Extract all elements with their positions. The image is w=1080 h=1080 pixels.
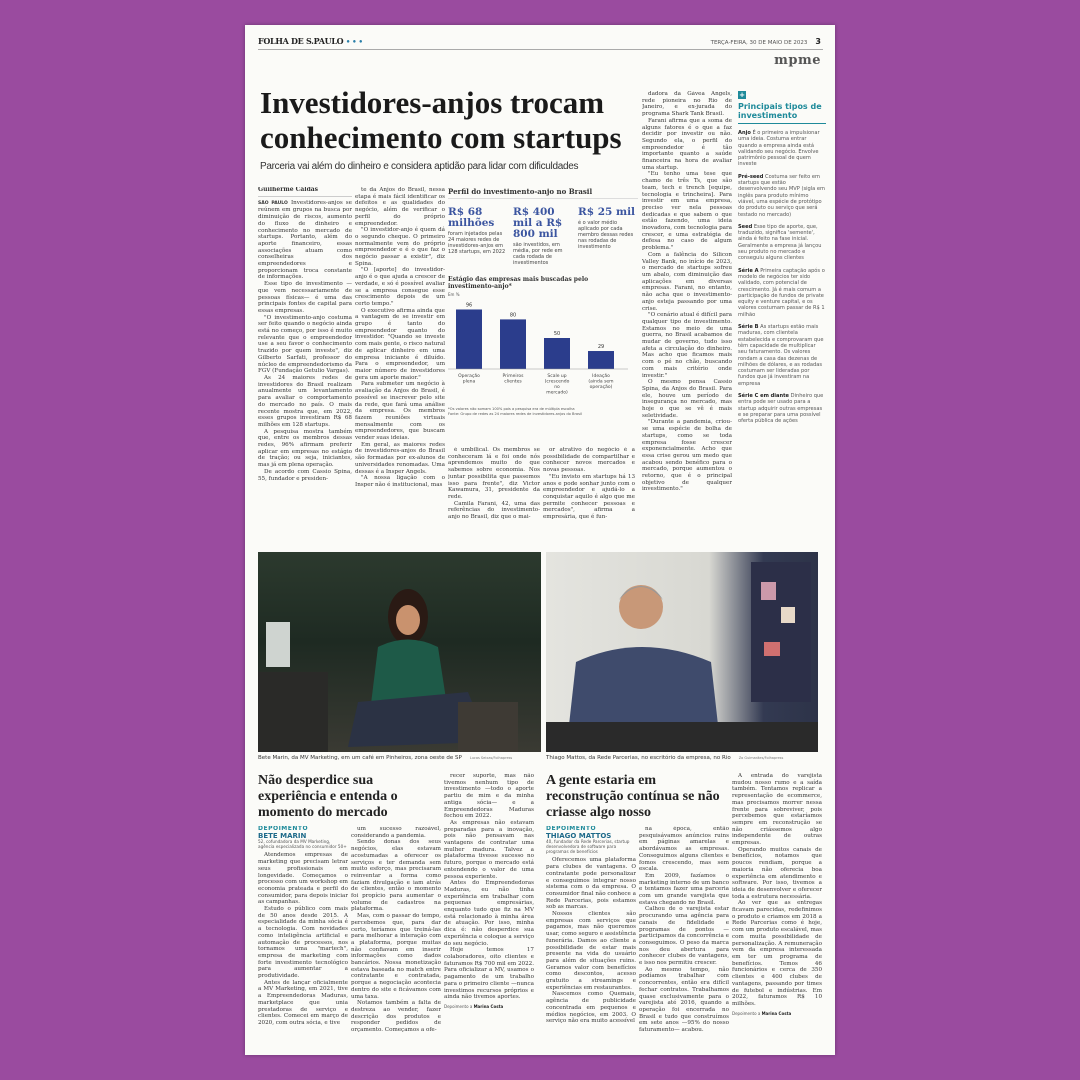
paragraph-text: "A nossa ligação com o Insper não é institucional, mas [355, 475, 445, 488]
photo-credit: Zo Guimarães/Folhapress [738, 756, 784, 760]
signature [444, 1004, 534, 1011]
paragraph-text: Nascemos como Quemais, agência de publicidade concentrada em pequenos e médios negócios, em 2003. O serviço não era muito acessível [546, 991, 636, 1025]
sidebar-item [738, 268, 826, 318]
paragraph [258, 315, 352, 375]
stat-value: R$ 68 milhões [448, 206, 495, 229]
paragraph [355, 267, 445, 307]
paragraph-text: De acordo com Cassio Spina, 55, fundador e presiden- [258, 468, 352, 482]
article-column-2 [355, 187, 445, 542]
testimonial-column [546, 826, 636, 1051]
testimonial-headline: Não desperdice sua experiência e entenda o momento do mercado [258, 773, 398, 820]
paragraph [543, 474, 635, 521]
paragraph-text: As 24 maiores redes de investidores do Brasil realizam anualmente um levantamento para avaliar o comportamento do mercado no país. O mais recente mostra que, em 2022, esses grupos investiram R$ 68 milhões em 128 startups. [258, 374, 352, 428]
photo-illustration-man [546, 552, 818, 752]
paragraph-text: A pesquisa mostra também que, entre os membros dessas redes, 96% afirmam preferir aplicar em empresas no estágio de tração; ou seja, iniciantes, mas já em plena operação. [258, 428, 352, 469]
paragraph [258, 429, 352, 469]
caption-text: Bete Marin, da MV Marketing, em um café em Pinheiros, zona oeste de SP [258, 755, 462, 761]
paragraph-text: Com a falência do Silicon Valley Bank, no início de 2023, o mercado de startups sofreu um abalo, com diminuição das aplicações em diversas empresas. Farani, no entanto, não acha que o investimento-anjo esteja passando por uma crise. [642, 251, 732, 312]
photo-caption-1 [258, 755, 541, 761]
paragraph-text: Antes do Empreendedoras Maduras, eu não tinha experiência em trabalhar com pequenas empresárias, enquanto tudo que fiz na MV está relacionado à minha área de atuação. Por isso, minha dica é: não desperdice sua experiência e coloque a serviço do seu negócio. [444, 880, 534, 947]
testimonial-thiago-mattos [546, 773, 822, 1051]
chart-footnote: *Os valores não somam 100% pois a pesquisa era de múltipla escolha [448, 407, 575, 411]
date-text: TERÇA-FEIRA, 30 DE MAIO DE 2023 [710, 40, 808, 46]
chart-unit: Em % [448, 292, 460, 297]
column-body [355, 187, 445, 489]
sidebar-title: Principais tipos de investimento [738, 102, 826, 124]
paragraph [258, 906, 348, 980]
paper-name: FOLHA DE S.PAULO [258, 36, 344, 46]
sidebar-text: É o primeiro a impulsionar uma ideia. Costuma entrar quando a empresa ainda está validando seu negócio. Envolve patrimônio pessoal de quem investe [738, 130, 820, 168]
sidebar-text: As startups estão mais maduras, com clientela estabelecida e comprovaram que têm capacidade de multiplicar seu faturamento. Os valores rondam a casa das dezenas de milhões de dólares, e as rodadas costumam ser lideradas por fundos que já investiram na empresa [738, 324, 824, 387]
paragraph-text: Investidores-anjos se reúnem em grupos na busca por diminuição de riscos, aumento do fluxo de dinheiro e conhecimento no mercado de startups. Portanto, além do aporte financeiro, essas associações atuam como conselheiras dos empreendedores e proporcionam troca constante de informações. [258, 199, 352, 281]
header-rule [258, 49, 823, 50]
paragraph [639, 873, 729, 907]
paragraph-text: "O investidor-anjo é quem dá o segundo cheque. O primeiro normalmente vem do próprio empreendedor e é o que faz o negócio passar a existir", diz Spina. [355, 227, 445, 267]
paragraph [444, 947, 534, 1001]
sidebar-text: Esse tipo de aporte, que, traduzido, significa 'semente', ainda é feito na fase inicial. Geralmente a empresa já lançou seu produto no mercado e conseguiu alguns clientes [738, 223, 822, 262]
paragraph [444, 880, 534, 947]
chart-source: Fonte: Grupo de redes as 24 maiores redes de investidores-anjos do Brasil [448, 411, 582, 416]
paragraph [351, 913, 441, 1000]
testimonial-name: BETE MARIN [258, 831, 307, 840]
paragraph [355, 381, 445, 441]
paragraph-text: Ao ver que as entregas ficavam parecidas, redefinimos o produto e criamos em 2018 a Rede Parcerias como é hoje, com um produto escalável, mas com muita possibilidade de personalização. A remuneração vem da empresa interessada em ter um programa de benefícios. Temos 46 funcionários e cerca de 350 clientes e 400 clubes de vantagens, passando por times de futebol e indústrias. Em 2022, faturamos R$ 10 milhões. [732, 900, 822, 1007]
newspaper-page [245, 25, 835, 1055]
category-label: Operação plena [458, 374, 480, 385]
article-column-1 [258, 187, 352, 542]
sidebar-term: Série C em diante [738, 392, 790, 399]
testimonial-label: DEPOIMENTO [546, 826, 597, 832]
signature-label: Depoimento a [444, 1003, 473, 1009]
testimonial-column [444, 773, 534, 1051]
paragraph [444, 773, 534, 820]
sidebar-text: Primeira captação após o modelo de negócios ter sido validado, com potencial de crescimento. Já é mais comum a participação de fundos de private equity e venture capital, e os valores costumam passar de R$ 1 milhão [738, 267, 825, 318]
paragraph-text: Antes de lançar oficialmente a MV Marketing, em 2021, tive a Empreendedoras Maduras, marketplace que unia prestadoras de serviço e clientes. Comecei em março de 2020, com outra sócia, e tive [258, 979, 348, 1026]
sidebar-item [738, 130, 826, 168]
stat-description: são investidos, em média, por rede em cada rodada de investimentos [513, 242, 563, 266]
paragraph [642, 379, 732, 419]
paragraph [639, 967, 729, 1034]
bar-1 [500, 319, 526, 369]
photo-credit: Lucas Seixas/Folhapress [469, 756, 513, 760]
paragraph [642, 171, 732, 251]
paragraph-text: O mesmo pensa Cassio Spina, da Anjos do Brasil. Para ele, houve um período de insegurança no mercado, mas hoje o que se vê é mais seletividade. [642, 379, 732, 419]
paragraph [258, 375, 352, 429]
paragraph-text: "Eu tenho uma tese que chamo de três Ts, que são team, tech e trench [equipe, tecnologia e trincheira]. Para investir em uma empresa, preciso ver nela pessoas dedicadas e que sabem o que estão fazendo, uma ideia inovadora, com tecnologia para crescer, e uma estratégia de defesa no caso de algum problema." [642, 171, 732, 252]
paragraph-text: Em 2009, fazíamos o marketing interno de um banco e tentamos fazer uma parceria com um grande varejista que estava chegando no Brasil. [639, 872, 729, 906]
sidebar-term: Seed [738, 223, 753, 230]
article-column-4 [543, 447, 635, 543]
article-column-5 [642, 91, 732, 543]
paragraph-text: Farani afirma que a soma de alguns fatores é o que a faz decidir por investir ou não. Segundo ela, o perfil do empreendedor é tão importante quanto a saúde financeira na hora de avaliar uma startup. [642, 117, 732, 171]
photo-illustration-woman [258, 552, 541, 752]
testimonial-bio: 52, cofundadora da MV Marketing, agência especializada no consumidor 50+ [258, 839, 347, 850]
paragraph-text: Oferecemos uma plataforma para clubes de vantagens. O contratante pode personalizar e conseguimos integrar nosso sistema com o da empresa. O consumidor final não conhece a Rede Parcerias, pois estamos sob as marcas. [546, 857, 636, 911]
paragraph-text: O executivo afirma ainda que a vantagem de se investir em grupo é tanto do empreendedor quanto do investidor. "Quando se investe com mais gente, o risco natural de aplicar dinheiro em uma empresa iniciante é diluído. Para o empreendedor, um maior número de investidores gera um aporte maior." [355, 307, 445, 381]
paragraph-text: recer suporte, mas não tivemos nenhum tipo de investimento —todo o aporte partiu de mim e da minha antiga sócia— e a Empreendedoras Maduras fechou em 2022. [444, 773, 534, 820]
stat-block [578, 207, 636, 266]
paragraph [639, 826, 729, 873]
paragraph [355, 227, 445, 267]
paragraph [355, 187, 445, 227]
paragraph-text: Camila Farani, 42, uma das referências do investimento-anjo no Brasil, diz que o mai- [448, 500, 540, 521]
paragraph [546, 857, 636, 911]
paragraph [258, 469, 352, 482]
masthead-dots: • • • [345, 37, 363, 46]
paragraph-text: A entrada do varejista mudou nosso rumo e a saída também. Tentamos replicar a representação de ecommerce, mas precisamos morrer nessa frente para sobreviver, pois percebemos que estaríamos sempre em reconstrução se não criássemos algo independente de outras empresas. [732, 773, 822, 847]
stat-value: R$ 400 mil a R$ 800 mil [513, 206, 563, 240]
infographic-title: Perfil do investimento-anjo no Brasil [448, 187, 638, 199]
section-name: mpme [774, 53, 821, 68]
paragraph-text: Calhou de o varejista estar procurando uma agência para canais de fidelidade e programas de pontos —participamos da concorrência e conseguimos. O peso da marca nos deu abertura para conhecer clubes de vantagens, e isso nos permitiu crescer. [639, 906, 729, 967]
paragraph [642, 252, 732, 312]
column-body [543, 447, 635, 521]
paragraph [732, 847, 822, 901]
column-body [642, 91, 732, 493]
column-body [448, 447, 540, 521]
subtitle: Parceria vai além do dinheiro e considera aptidão para lidar com dificuldades [260, 161, 579, 172]
sidebar-item [738, 224, 826, 262]
photo-bete-marin [258, 552, 541, 752]
paragraph-text: "Eu invisto em startups há 13 anos e pode sonhar junto com o empreendedor e ajudá-lo a conquistar aquilo é algo que me permite conhecer pessoas e mercados", afirma a empresária, que é fun- [543, 473, 635, 521]
paragraph [639, 906, 729, 966]
sidebar-term: Série B [738, 324, 759, 331]
page-number: 3 [815, 37, 821, 46]
testimonial-headline: A gente estaria em reconstrução contínua se não criasse algo nosso [546, 773, 720, 820]
paragraph-text: Mas, com o passar do tempo, percebemos que, para dar certo, teríamos que treiná-las para melhorar a interação com a plataforma, porque muitas não confiavam em inserir informações como dados bancários. Nossa monetização estava baseada no match entre contratante e contratada, porque a negociação acontecia dentro do site e ficávamos com uma taxa. [351, 913, 441, 1000]
bar-0 [456, 309, 482, 369]
bar-value-label: 50 [553, 331, 561, 337]
bar-value-label: 29 [597, 344, 605, 351]
paragraph-text: Sendo donas dos seus negócios, elas estavam acostumadas a oferecer os serviços e ter demanda sem muito esforço, mas precisaram reinventar a forma como faziam divulgação e iam atrás de clientes, então o momento foi propício para aumentar o volume de cadastros na plataforma. [351, 839, 441, 913]
bar-3 [588, 351, 614, 369]
paragraph-text: or atrativo do negócio é a possibilidade de compartilhar e conhecer novos mercados e novas pessoas. [543, 447, 635, 474]
masthead [258, 36, 363, 46]
paragraph-text: Notamos também a falta de destreza ao vender, fazer descrição dos produtos e responder pedidos de orçamento. Começamos a ofe- [351, 1000, 441, 1034]
paragraph-text: Atendemos empresas de marketing que precisam letrar seus profissionais em longevidade. Começamos o processo com um workshop em economia prateada e perfil do consumidor, para depois iniciar as campanhas. [258, 852, 348, 906]
column-body [258, 200, 352, 483]
paragraph [642, 91, 732, 118]
paragraph [355, 442, 445, 476]
bar-2 [544, 338, 570, 369]
paragraph [258, 852, 348, 906]
paragraph-text: te da Anjos do Brasil, nessa etapa é mais fácil identificar os defeitos e as qualidades do negócio, além de verificar o perfil do próprio empreendedor. [355, 187, 445, 227]
category-label: Scale up (crescendo no mercado) [544, 374, 570, 396]
sidebar-term: Pré-seed [738, 173, 764, 180]
photo-thiago-mattos [546, 552, 818, 752]
paragraph-text: na época, então pesquisávamos anúncios ruins em páginas amarelas e abordávamos as empresas. Conseguimos alguns clientes e fomos crescendo, mas sem escala. [639, 826, 729, 873]
sidebar-text: Dinheiro que entra pode ser usado para a startup adquirir outras empresas e se preparar para uma possível oferta pública de ações [738, 392, 824, 425]
category-label: Ideação (ainda sem operação) [588, 374, 614, 390]
paragraph-text: Operando muitos canais de benefícios, notamos que poucos rendiam, porque a maioria não oferecia boa experiência em atendimento e software. Por isso, tivemos a ideia de desenvolver e oferecer toda a estrutura necessária. [732, 846, 822, 900]
stat-block [513, 207, 571, 266]
paragraph [448, 447, 540, 501]
paragraph [351, 839, 441, 913]
sidebar-item [738, 324, 826, 387]
plus-icon: + [739, 91, 745, 99]
category-label: Primeiros clientes [502, 374, 524, 385]
paragraph-text: Esse tipo de investimento —que vem necessariamente de pessoas físicas— é uma das principais fontes de capital para essas empresas. [258, 281, 352, 314]
paragraph [258, 980, 348, 1027]
paragraph [258, 281, 352, 315]
signature-name: Marina Costa [473, 1003, 504, 1009]
sidebar-items [738, 130, 826, 424]
testimonial-label: DEPOIMENTO [258, 826, 309, 832]
testimonial-name: THIAGO MATTOS [546, 831, 612, 840]
paragraph-text: "O investimento-anjo costuma ser feito quando o negócio ainda está no começo, por isso é muito relevante que o empreendedor use a seu favor o conhecimento trazido por quem investe", diz Gilberto Sarfati, professor do núcleo de empreendedorismo da FGV (Fundação Getulio Vargas). [258, 314, 352, 375]
paragraph [444, 820, 534, 880]
testimonial-bio: 40, fundador da Rede Parcerias, startup desenvolvedora de software para programas de benefícios [546, 839, 630, 855]
testimonial-column [732, 773, 822, 1051]
paragraph-text: "O [aporte] do investidor-anjo é o que ajuda a crescer de verdade, e só é possível avaliar se a empresa consegue esse crescimento depois de um certo tempo." [355, 267, 445, 307]
caption-text: Thiago Mattos, da Rede Parcerias, no escritório da empresa, no Rio [546, 755, 731, 761]
paragraph-text: um sucesso razoável, considerando a pandemia. [351, 826, 441, 839]
stats-row [448, 207, 638, 266]
paragraph [546, 991, 636, 1025]
sidebar-item [738, 174, 826, 218]
headline-block [260, 85, 638, 173]
paragraph-text: Ao mesmo tempo, não podíamos trabalhar com concorrentes, então era difícil fechar contratos. Trabalhamos quase exclusivamente para o varejista até 2016, quando a operação foi encerrada no Brasil e tudo que construímos em sete anos —95% do nosso faturamento— acabou. [639, 966, 729, 1034]
bar-chart [448, 297, 628, 401]
sidebar-term: Série A [738, 267, 759, 274]
testimonial-bete-marin [258, 773, 534, 1051]
paragraph-text: Nossos clientes são empresas com serviços que pagamos, mas não queremos usar, como seguro e assistência funerária. Damos ao cliente a possibilidade de estar mais presente na vida do usuário para além de situações ruins. Geramos valor com benefícios como descontos, acesso gratuito a streamings e experiências em restaurantes. [546, 911, 636, 991]
sidebar-text: Costuma ser feito em startups que estão desenvolvendo seu MVP (sigla em inglês para produto mínimo viável, uma espécie de protótipo do produto ou serviço que será testado no mercado) [738, 173, 826, 218]
stat-description: é o valor médio aplicado por cada membro dessas redes nas rodadas de investimento [578, 220, 634, 250]
testimonial-column [639, 826, 729, 1051]
bar-value-label: 80 [509, 312, 517, 319]
testimonial-column [351, 826, 441, 1051]
paragraph [732, 900, 822, 1007]
photo-caption-2 [546, 755, 818, 761]
paragraph [258, 200, 352, 281]
paragraph-text: Hoje temos 17 colaboradores, oito clientes e faturamos R$ 700 mil em 2022. Para oficializar a MV, usamos o pagamento de um trabalho para o primeiro cliente —nunca investimos recursos próprios e ainda não tivemos aportes. [444, 947, 534, 1001]
paragraph-text: As empresas não estavam preparadas para a inovação, pois não pensavam nas vantagens de contratar uma mulher madura. Talvez a plataforma tivesse sucesso no futuro, porque o mercado está entendendo o valor de uma pessoa experiente. [444, 819, 534, 880]
paragraph [355, 308, 445, 382]
stat-block [448, 207, 506, 266]
paragraph [351, 826, 441, 839]
paragraph [448, 501, 540, 521]
paragraph-text: "Durante a pandemia, criou-se uma espécie de bolha de startups, como se toda empresa fosse crescer exponencialmente. Acho que essa crise gerou um medo que acabou sendo benéfico para o mercado, porque aumentou o retorno, que é o principal objetivo de qualquer investimento." [642, 419, 732, 493]
sidebar-investment-types [738, 91, 826, 430]
paragraph [642, 419, 732, 493]
issue-date [711, 37, 821, 46]
paragraph [546, 911, 636, 991]
infographic [448, 187, 638, 443]
paragraph-text: Para submeter um negócio à avaliação da Anjos do Brasil, é possível se inscrever pelo site da rede, que fará uma análise da empresa. Os membros fazem reuniões virtuais mensalmente com os empreendedores, que buscam vender suas ideias. [355, 381, 445, 442]
paragraph [732, 773, 822, 847]
paragraph-text: Em geral, as maiores redes de investidores-anjos do Brasil são formadas por ex-alunos de universidades renomadas. Uma dessas é a Insper Angels. [355, 441, 445, 475]
headline: Investidores-anjos trocam conhecimento com startups [260, 85, 622, 155]
byline: Guilherme Caldas [258, 187, 352, 197]
paragraph [543, 447, 635, 474]
paragraph-text: "O cenário atual é difícil para qualquer tipo de investimento. Estamos no meio de uma guerra, no Brasil acabamos de mudar de governo, tudo isso afeta a circulação do dinheiro. Mas acho que ficamos mais com o pé no chão, buscando com mais critério onde investir." [642, 312, 732, 379]
paragraph-text: dadora da Gávea Angels, rede pioneira no Rio de Janeiro, e ex-jurada do programa Shark Tank Brasil. [642, 91, 732, 118]
paragraph-text: é umbilical. Os membros se conheceram lá e foi onde nós aprendemos muito do que sabemos sobre economia. Nos juntar possibilita que passemos isso para frente", diz Victor Kawamura, 31, presidente da rede. [448, 447, 540, 500]
paragraph [355, 475, 445, 488]
sidebar-term: Anjo [738, 130, 751, 136]
sidebar-item [738, 393, 826, 424]
bar-value-label: 96 [465, 302, 473, 309]
paragraph-text: Estudo o público com mais de 50 anos desde 2015. A especialidade da minha sócia é a tecnologia. Com novidades como inteligência artificial e automação de processos, nos tornamos uma "martech", empresa de marketing com forte investimento tecnológico para aumentar a produtividade. [258, 906, 348, 980]
stat-description: foram injetados pelas 24 maiores redes de investidores-anjos em 128 startups, em 2022 [448, 231, 506, 255]
signature [732, 1011, 822, 1018]
paragraph [642, 118, 732, 172]
signature-name: Marina Costa [761, 1010, 792, 1016]
paragraph [642, 312, 732, 379]
article-column-3 [448, 447, 540, 543]
stat-value: R$ 25 mil [578, 206, 636, 218]
testimonial-column [258, 826, 348, 1051]
signature-label: Depoimento a [732, 1010, 761, 1016]
chart-title: Estágio das empresas mais buscadas pelo investimento-anjo* [448, 276, 589, 290]
paragraph [351, 1000, 441, 1034]
dateline: SÃO PAULO [258, 200, 288, 206]
